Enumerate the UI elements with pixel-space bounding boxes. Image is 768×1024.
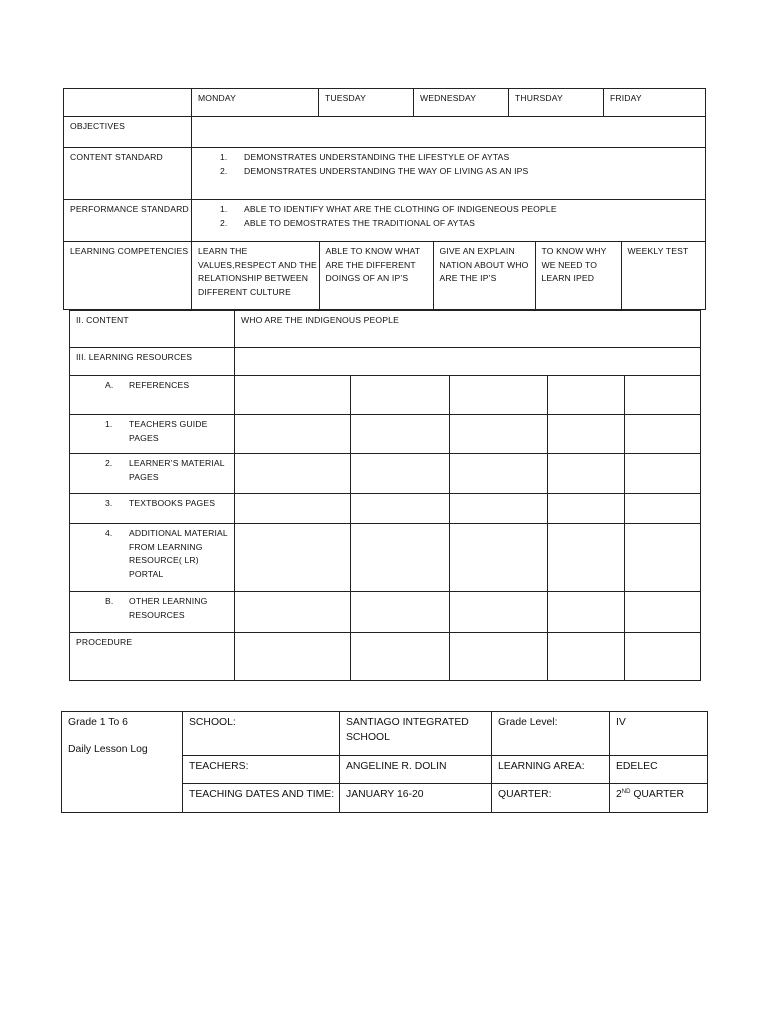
resource-cell xyxy=(351,524,450,592)
lesson-plan-top-table xyxy=(63,88,706,310)
dates-value: JANUARY 16-20 xyxy=(340,784,492,813)
performance-standard-item: 2. ABLE TO DEMOSTRATES THE TRADITIONAL OF AYTAS xyxy=(220,217,476,228)
resource-cell xyxy=(235,376,351,415)
procedure-cell xyxy=(351,633,450,681)
resource-cell xyxy=(548,454,625,494)
resource-cell xyxy=(351,454,450,494)
resource-cell xyxy=(625,415,701,454)
resource-cell xyxy=(548,494,625,524)
resource-cell xyxy=(548,592,625,633)
resource-cell xyxy=(450,524,548,592)
day-header-wednesday: WEDNESDAY xyxy=(414,89,509,117)
resource-cell xyxy=(625,524,701,592)
resource-cell xyxy=(450,415,548,454)
resource-row-teachers-guide: 1. TEACHERS GUIDE PAGES xyxy=(70,415,235,454)
resource-cell xyxy=(351,415,450,454)
objectives-value xyxy=(192,117,706,148)
teachers-label: TEACHERS: xyxy=(183,756,340,784)
school-info-table xyxy=(61,711,708,813)
grade-title: Grade 1 To 6 xyxy=(68,717,128,728)
resource-cell xyxy=(450,376,548,415)
content-value: WHO ARE THE INDIGENOUS PEOPLE xyxy=(235,311,701,348)
resource-row-additional-material: 4. ADDITIONAL MATERIAL FROM LEARNING RESOURCE( LR) PORTAL xyxy=(70,524,235,592)
competency-tuesday: ABLE TO KNOW WHAT ARE THE DIFFERENT DOINGS OF AN IP’S xyxy=(319,242,433,309)
procedure-label: PROCEDURE xyxy=(70,633,235,681)
competency-monday: LEARN THE VALUES,RESPECT AND THE RELATIONSHIP BETWEEN DIFFERENT CULTURE xyxy=(192,242,319,309)
performance-standard-item: 1. ABLE TO IDENTIFY WHAT ARE THE CLOTHING OF INDIGENEOUS PEOPLE xyxy=(220,204,557,214)
resource-row-references: A. REFERENCES xyxy=(70,376,235,415)
quarter-label: QUARTER: xyxy=(492,784,610,813)
procedure-cell xyxy=(625,633,701,681)
resource-row-learners-material: 2. LEARNER’S MATERIAL PAGES xyxy=(70,454,235,494)
resource-cell xyxy=(351,376,450,415)
day-header-friday: FRIDAY xyxy=(604,89,706,117)
competency-friday: WEEKLY TEST xyxy=(627,246,689,256)
log-title: Daily Lesson Log xyxy=(68,744,148,755)
resource-cell xyxy=(625,592,701,633)
objectives-label: OBJECTIVES xyxy=(64,117,192,148)
grade-title-cell xyxy=(62,712,183,813)
resource-cell xyxy=(235,415,351,454)
resource-cell xyxy=(351,592,450,633)
day-header-thursday: THURSDAY xyxy=(509,89,604,117)
content-label: II. CONTENT xyxy=(70,311,235,348)
resource-cell xyxy=(450,454,548,494)
corner-cell xyxy=(64,89,192,117)
resource-cell xyxy=(351,494,450,524)
quarter-value: 2ND QUARTER xyxy=(610,784,708,813)
resource-cell xyxy=(548,524,625,592)
resource-cell xyxy=(548,376,625,415)
content-standard-label: CONTENT STANDARD xyxy=(64,148,192,200)
learning-competencies-values xyxy=(192,242,706,310)
competency-wednesday: GIVE AN EXPLAIN NATION ABOUT WHO ARE THE IP’S xyxy=(433,242,535,309)
resource-cell xyxy=(235,592,351,633)
resource-cell xyxy=(235,494,351,524)
learning-area-value: EDELEC xyxy=(610,756,708,784)
resource-cell xyxy=(625,454,701,494)
resource-row-textbooks: 3. TEXTBOOKS PAGES xyxy=(70,494,235,524)
grade-level-label: Grade Level: xyxy=(492,712,610,756)
grade-level-value: IV xyxy=(610,712,708,756)
learning-resources-value xyxy=(235,348,701,376)
resource-cell xyxy=(625,494,701,524)
competency-thursday: TO KNOW WHY WE NEED TO LEARN IPED xyxy=(535,242,621,309)
school-value: SANTIAGO INTEGRATED SCHOOL xyxy=(340,712,492,756)
school-label: SCHOOL: xyxy=(183,712,340,756)
day-header-tuesday: TUESDAY xyxy=(319,89,414,117)
performance-standard-value xyxy=(192,200,706,242)
teachers-value: ANGELINE R. DOLIN xyxy=(340,756,492,784)
procedure-cell xyxy=(450,633,548,681)
content-standard-item: 2. DEMONSTRATES UNDERSTANDING THE WAY OF LIVING AS AN IPS xyxy=(220,165,529,176)
learning-resources-label: III. LEARNING RESOURCES xyxy=(70,348,235,376)
procedure-cell xyxy=(235,633,351,681)
resource-cell xyxy=(625,376,701,415)
day-header-monday: MONDAY xyxy=(192,89,319,117)
procedure-cell xyxy=(548,633,625,681)
content-standard-item: 1. DEMONSTRATES UNDERSTANDING THE LIFESTYLE OF AYTAS xyxy=(220,152,510,162)
resource-cell xyxy=(235,454,351,494)
resource-cell xyxy=(450,592,548,633)
resource-row-other-resources: B. OTHER LEARNING RESOURCES xyxy=(70,592,235,633)
resource-cell xyxy=(548,415,625,454)
performance-standard-label: PERFORMANCE STANDARD xyxy=(64,200,192,242)
content-standard-value xyxy=(192,148,706,200)
dates-label: TEACHING DATES AND TIME: xyxy=(183,784,340,813)
learning-competencies-label: LEARNING COMPETENCIES xyxy=(64,242,192,310)
learning-area-label: LEARNING AREA: xyxy=(492,756,610,784)
learning-resources-table xyxy=(69,310,701,681)
resource-cell xyxy=(450,494,548,524)
resource-cell xyxy=(235,524,351,592)
